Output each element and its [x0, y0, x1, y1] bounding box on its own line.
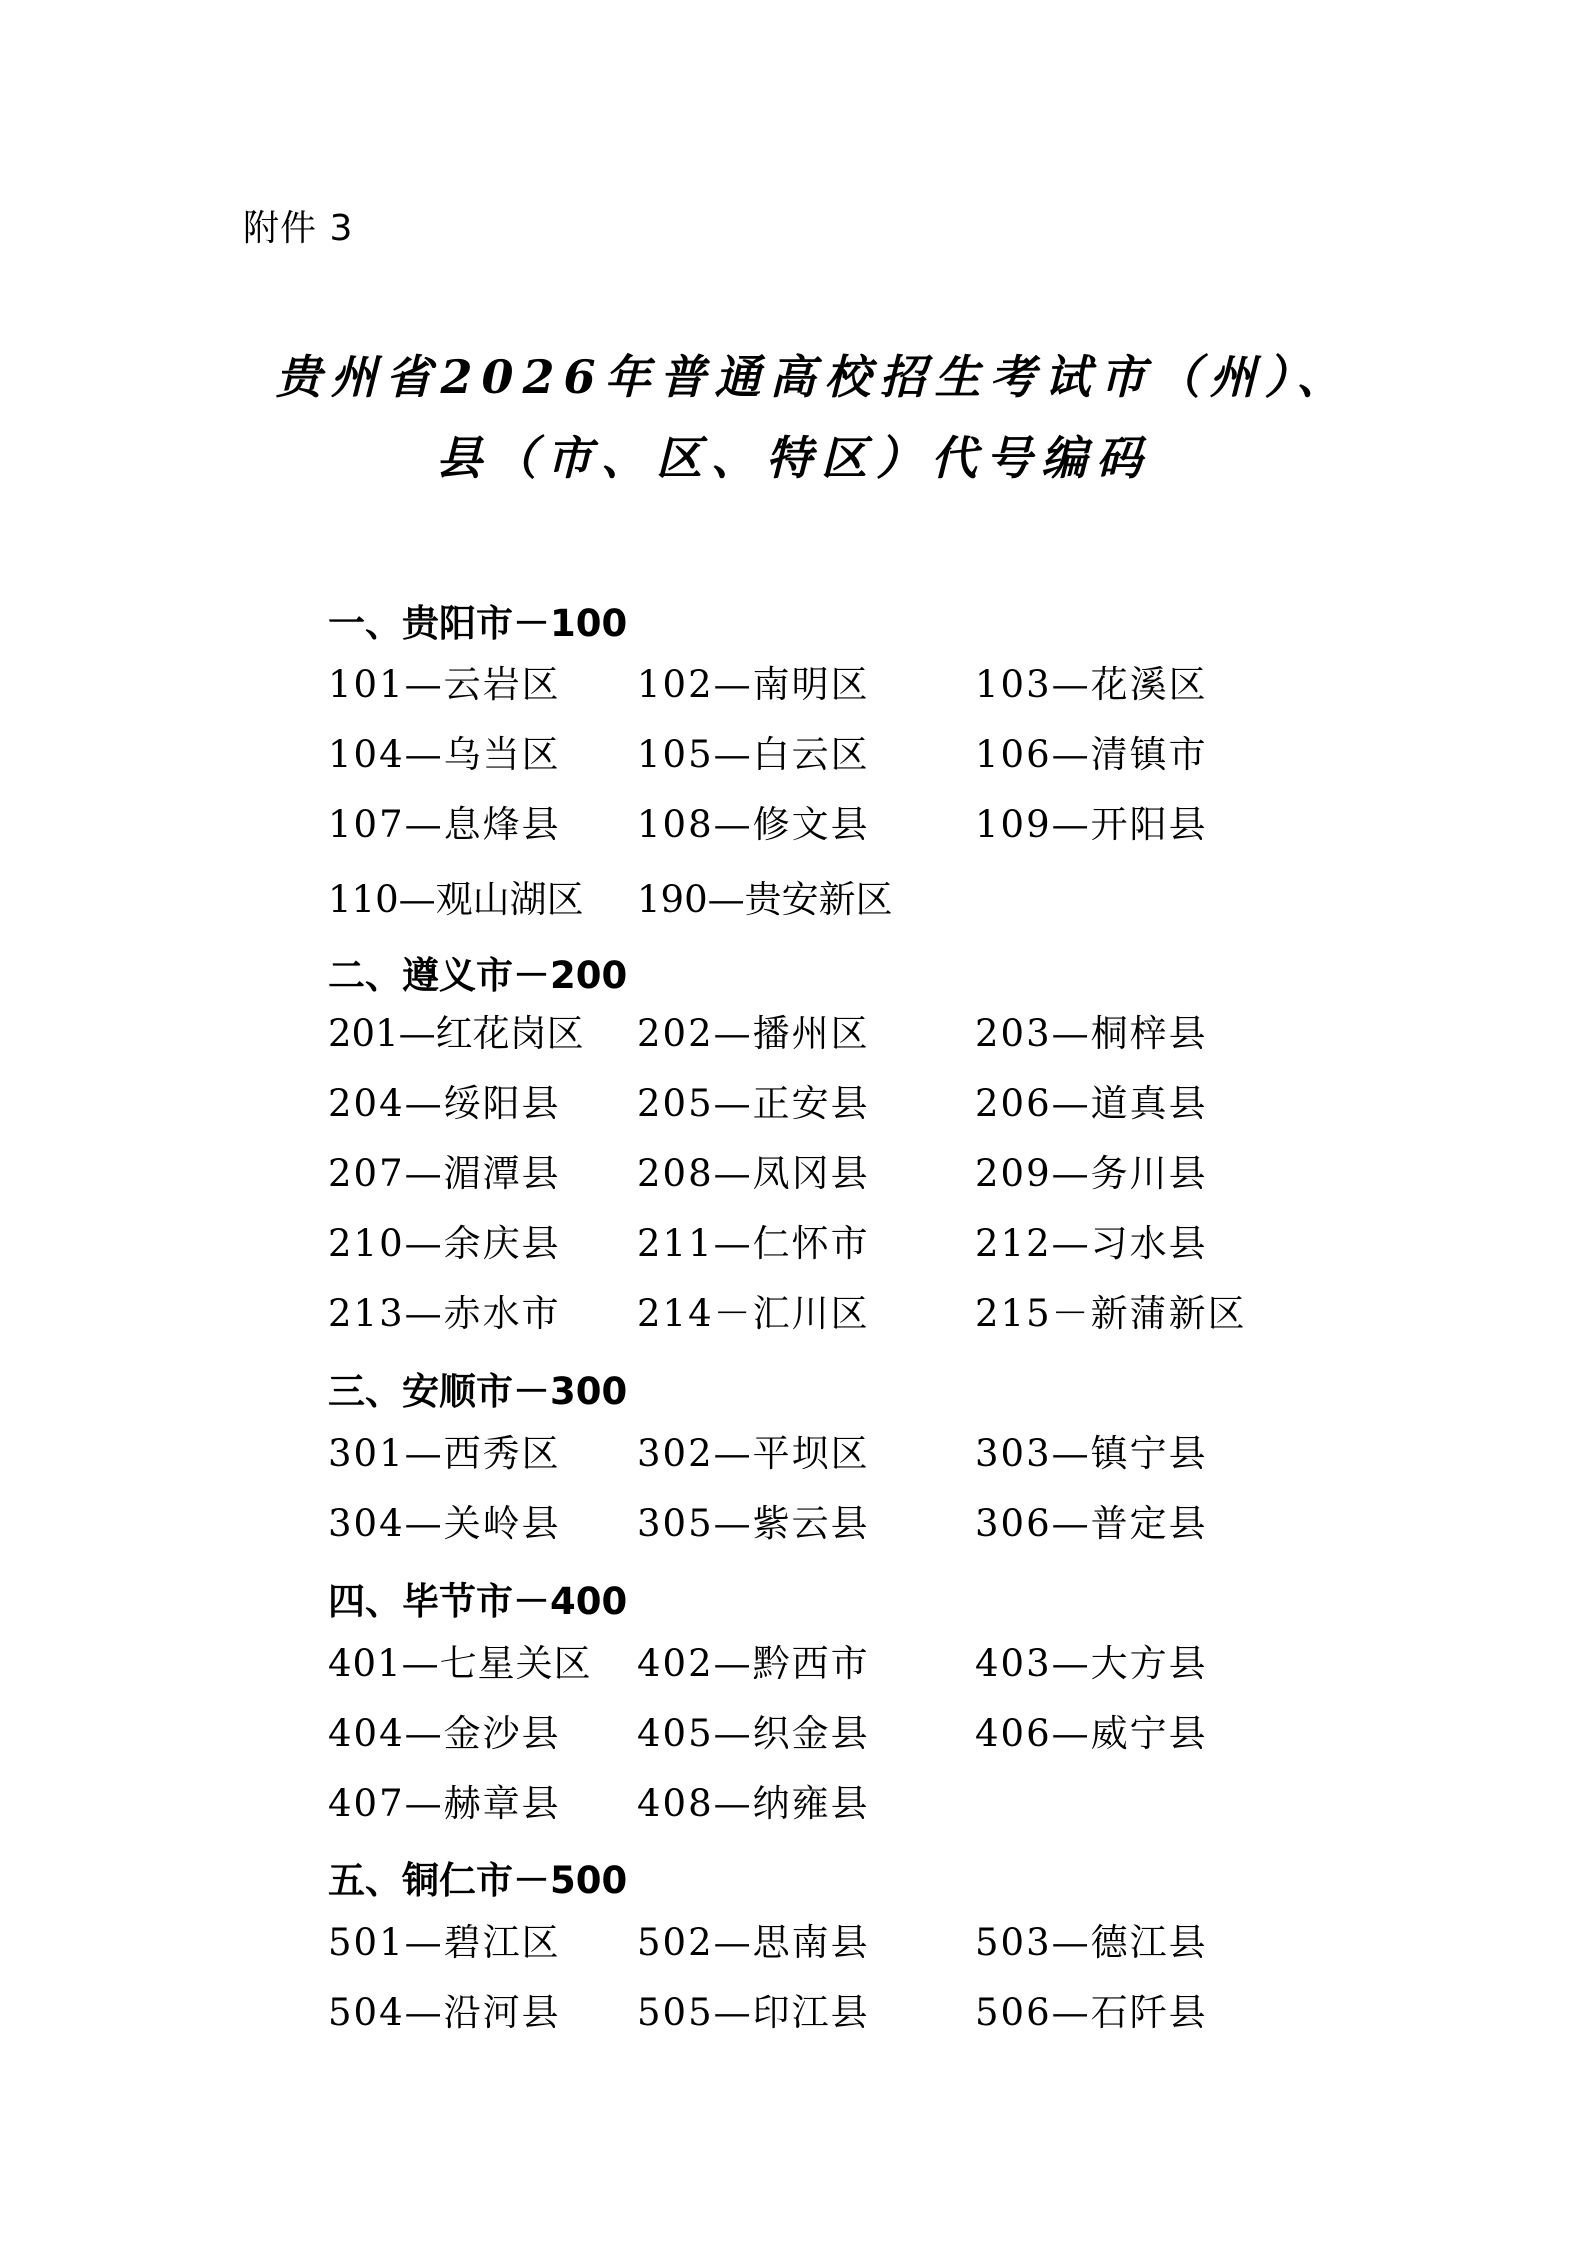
code-row [0, 657, 1587, 713]
region-code-item: 107—息烽县 [328, 803, 561, 846]
document-title-line-1: 贵州省2026年普通高校招生考试市（州）、 [275, 350, 1352, 404]
region-code-item: 505—印江县 [637, 1991, 870, 2034]
code-row [0, 1706, 1587, 1762]
code-row [0, 872, 1587, 928]
region-code-item: 110—观山湖区 [328, 878, 584, 921]
attachment-label: 附件 3 [243, 208, 354, 249]
region-code-item: 103—花溪区 [975, 663, 1208, 706]
section-heading-bijie: 四、毕节市－400 [328, 1580, 628, 1623]
region-code-item: 403—大方县 [975, 1642, 1208, 1685]
region-code-item: 212—习水县 [975, 1222, 1208, 1265]
region-code-item: 306—普定县 [975, 1502, 1208, 1545]
region-code-item: 207—湄潭县 [328, 1152, 561, 1195]
region-code-item: 406—威宁县 [975, 1712, 1208, 1755]
region-code-item: 211—仁怀市 [637, 1222, 870, 1265]
region-code-item: 105—白云区 [637, 733, 870, 776]
region-code-item: 102—南明区 [637, 663, 870, 706]
region-code-item: 109—开阳县 [975, 803, 1208, 846]
region-code-item: 404—金沙县 [328, 1712, 561, 1755]
section-heading-tongren: 五、铜仁市－500 [328, 1859, 628, 1902]
region-code-item: 213—赤水市 [328, 1292, 561, 1335]
region-code-item: 108—修文县 [637, 803, 870, 846]
region-code-item: 209—务川县 [975, 1152, 1208, 1195]
code-row [0, 1496, 1587, 1552]
region-code-item: 305—紫云县 [637, 1502, 870, 1545]
code-row [0, 1985, 1587, 2041]
region-code-item: 502—思南县 [637, 1921, 870, 1964]
code-row [0, 1776, 1587, 1832]
region-code-item: 201—红花岗区 [328, 1012, 584, 1055]
code-row [0, 1216, 1587, 1272]
code-row [0, 727, 1587, 783]
section-heading-guiyang: 一、贵阳市－100 [328, 602, 628, 645]
region-code-item: 106—清镇市 [975, 733, 1208, 776]
code-row [0, 1006, 1587, 1062]
region-code-item: 302—平坝区 [637, 1432, 870, 1475]
code-row [0, 1915, 1587, 1971]
code-row [0, 797, 1587, 853]
code-row [0, 1636, 1587, 1692]
region-code-item: 504—沿河县 [328, 1991, 561, 2034]
code-row [0, 1146, 1587, 1202]
region-code-item: 204—绥阳县 [328, 1082, 561, 1125]
region-code-item: 101—云岩区 [328, 663, 561, 706]
code-row [0, 1426, 1587, 1482]
region-code-item: 206—道真县 [975, 1082, 1208, 1125]
region-code-item: 210—余庆县 [328, 1222, 561, 1265]
region-code-item: 407—赫章县 [328, 1782, 561, 1825]
region-code-item: 506—石阡县 [975, 1991, 1208, 2034]
region-code-item: 405—织金县 [637, 1712, 870, 1755]
region-code-item: 215－新蒲新区 [975, 1292, 1247, 1335]
region-code-item: 408—纳雍县 [637, 1782, 870, 1825]
region-code-item: 205—正安县 [637, 1082, 870, 1125]
section-heading-zunyi: 二、遵义市－200 [328, 954, 628, 997]
section-heading-anshun: 三、安顺市－300 [328, 1370, 628, 1413]
region-code-item: 303—镇宁县 [975, 1432, 1208, 1475]
code-row [0, 1286, 1587, 1342]
region-code-item: 208—凤冈县 [637, 1152, 870, 1195]
region-code-item: 501—碧江区 [328, 1921, 561, 1964]
region-code-item: 401—七星关区 [328, 1642, 592, 1685]
code-row [0, 1076, 1587, 1132]
region-code-item: 190—贵安新区 [637, 878, 893, 921]
region-code-item: 402—黔西市 [637, 1642, 870, 1685]
region-code-item: 304—关岭县 [328, 1502, 561, 1545]
region-code-item: 301—西秀区 [328, 1432, 561, 1475]
region-code-item: 203—桐梓县 [975, 1012, 1208, 1055]
region-code-item: 104—乌当区 [328, 733, 561, 776]
region-code-item: 503—德江县 [975, 1921, 1208, 1964]
region-code-item: 202—播州区 [637, 1012, 870, 1055]
region-code-item: 214－汇川区 [637, 1292, 870, 1335]
document-title-line-2: 县（市、区、特区）代号编码 [436, 431, 1151, 485]
